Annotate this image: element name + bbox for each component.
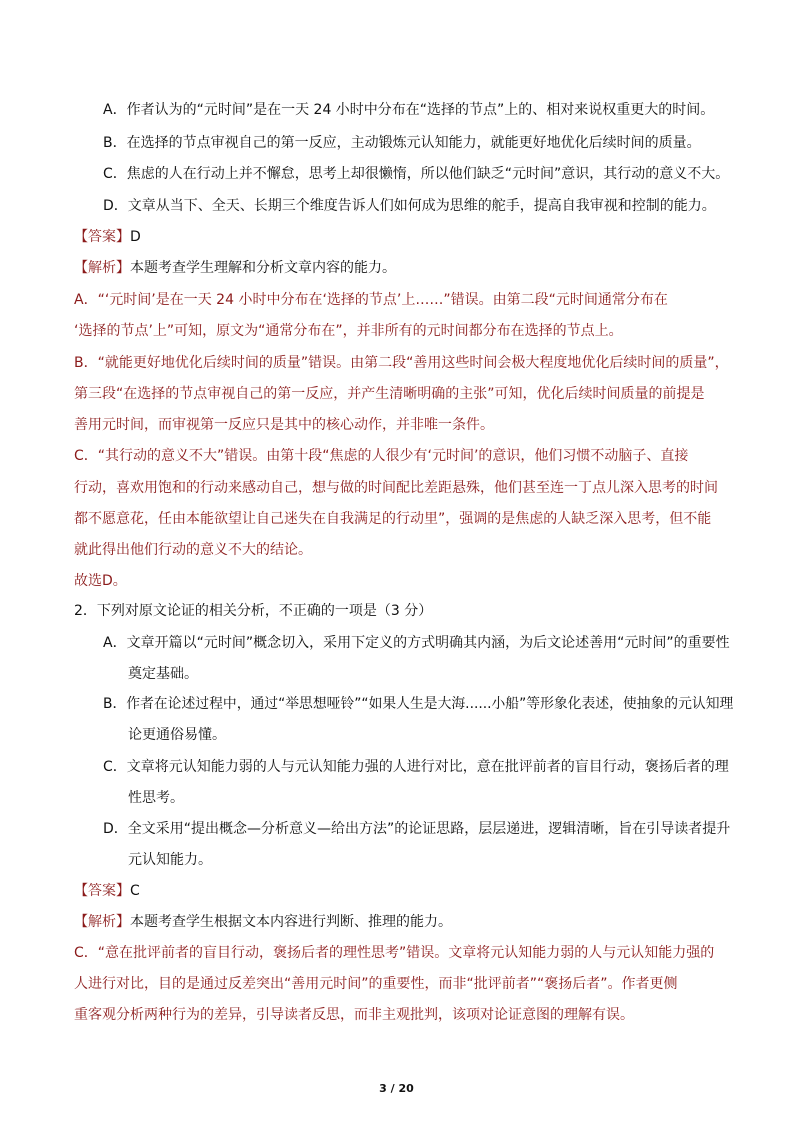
q2-analysis-text: C．“意在批评前者的盲目行动，褒扬后者的理性思考”错误。文章将元认知能力弱的人与元认知能力强的 [74,945,715,961]
q1-analysis-text: 第三段“在选择的节点审视自己的第一反应，并产生清晰明确的主张”可知，优化后续时间质量的前提是 [74,386,705,402]
analysis-tag: 【解析】 [74,260,130,276]
q1-answer-line [74,227,141,247]
q2-option-a-cont: 奠定基础。 [128,666,198,682]
q2-option-b-cont: 论更通俗易懂。 [128,727,226,743]
answer-tag: 【答案】 [74,883,130,899]
q1-conclusion: 故选D。 [74,573,127,589]
answer-value: C [130,883,140,899]
q2-analysis-text: 重客观分析两种行为的差异，引导读者反思，而非主观批判，该项对论证意图的理解有误。 [74,1007,634,1023]
q1-analysis-text: ‘选择的节点’上”可知，原文为“通常分布在”，并非所有的元时间都分布在选择的节点上。 [74,323,623,339]
q2-answer-line [74,881,140,901]
q2-option-b: B．作者在论述过程中，通过“举思想哑铃”“如果人生是大海......小船”等形象化表述，使抽象的元认知理 [103,696,734,712]
page-number: 3 / 20 [379,1082,414,1095]
q2-analysis-text: 人进行对比，目的是通过反差突出“善用元时间”的重要性，而非“批评前者”“褒扬后者”。作者更侧 [74,976,678,992]
q1-option-c: C．焦虑的人在行动上并不懈怠，思考上却很懒惰，所以他们缺乏“元时间”意识，其行动的意义不大。 [103,166,730,182]
q1-analysis-text: A．“‘元时间’是在一天 24 小时中分布在‘选择的节点’上……”错误。由第二段“元时间通常分布在 [74,292,668,308]
q2-stem: 2．下列对原文论证的相关分析，不正确的一项是（3 分） [74,603,433,619]
q1-analysis-text: B．“就能更好地优化后续时间的质量”错误。由第二段“善用这些时间会极大程度地优化后续时间的质量”， [74,355,729,371]
q2-option-a: A．文章开篇以“元时间”概念切入，采用下定义的方式明确其内涵，为后文论述善用“元时间”的重要性 [103,635,730,651]
q2-option-d-cont: 元认知能力。 [128,852,212,868]
q2-analysis-line [74,912,452,932]
analysis-intro: 本题考查学生理解和分析文章内容的能力。 [130,260,396,276]
q2-option-c-cont: 性思考。 [128,790,184,806]
analysis-intro: 本题考查学生根据文本内容进行判断、推理的能力。 [130,914,452,930]
answer-value: D [130,229,141,245]
q2-option-d: D．全文采用“提出概念—分析意义—给出方法”的论证思路，层层递进，逻辑清晰，旨在引导读者提升 [103,821,731,837]
q1-analysis-line [74,258,396,278]
q2-option-c: C．文章将元认知能力弱的人与元认知能力强的人进行对比，意在批评前者的盲目行动，褒扬后者的理 [103,759,729,775]
analysis-tag: 【解析】 [74,914,130,930]
q1-analysis-text: 善用元时间，而审视第一反应只是其中的核心动作，并非唯一条件。 [74,417,494,433]
q1-analysis-text: C．“其行动的意义不大”错误。由第十段“焦虑的人很少有‘元时间’的意识，他们习惯不动脑子、直接 [74,448,689,464]
q1-option-b: B．在选择的节点审视自己的第一反应，主动锻炼元认知能力，就能更好地优化后续时间的质量。 [103,135,701,151]
q1-option-a: A．作者认为的“元时间”是在一天 24 小时中分布在“选择的节点”上的、相对来说权重更大的时间。 [103,102,715,118]
answer-tag: 【答案】 [74,229,130,245]
q1-analysis-text: 都不愿意花，任由本能欲望让自己迷失在自我满足的行动里”，强调的是焦虑的人缺乏深入思考，但不能 [74,511,712,527]
q1-analysis-text: 行动，喜欢用饱和的行动来感动自己，想与做的时间配比差距悬殊，他们甚至连一丁点儿深入思考的时间 [74,480,718,496]
q1-analysis-text: 就此得出他们行动的意义不大的结论。 [74,542,312,558]
q1-option-d: D．文章从当下、全天、长期三个维度告诉人们如何成为思维的舵手，提高自我审视和控制的能力。 [103,198,716,214]
